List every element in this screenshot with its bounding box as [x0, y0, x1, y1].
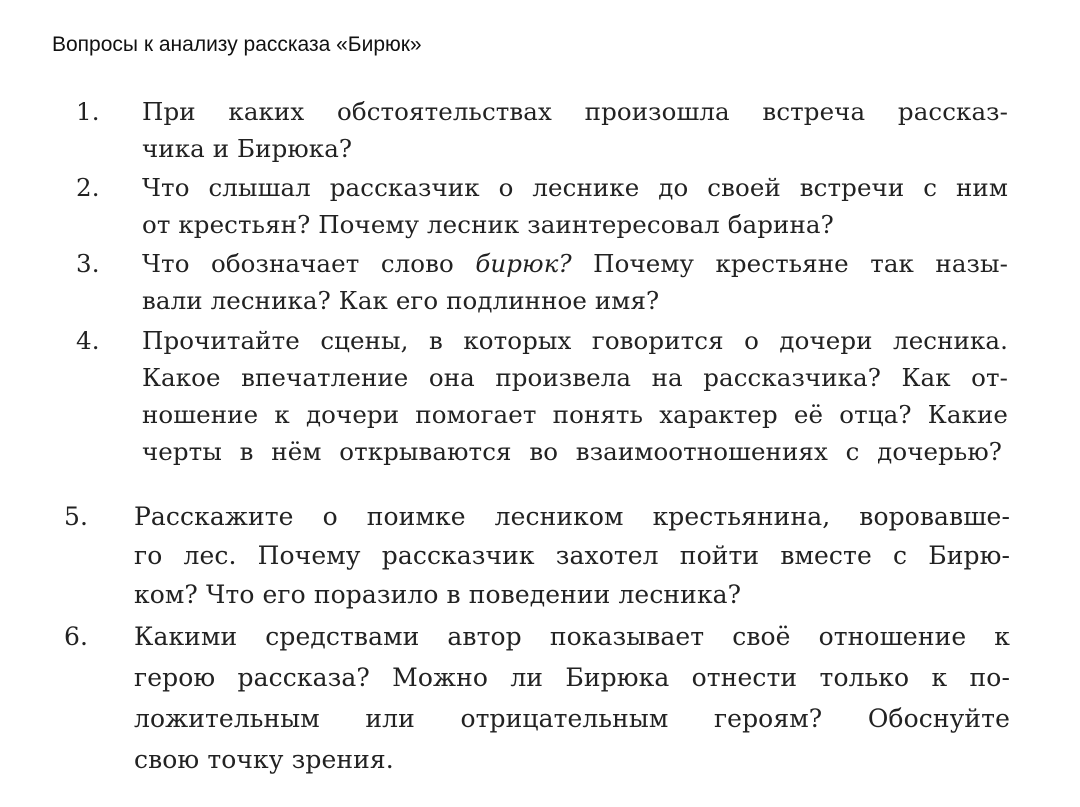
question-text-line: герою рассказа? Можно ли Бирюка отнести только к по-	[134, 663, 1010, 692]
question-text-line: Расскажите о поимке лесником крестьянина, воровавше-	[134, 502, 1010, 531]
question-text-line: вали лесника? Как его подлинное имя?	[142, 286, 660, 315]
question-1	[0, 93, 1080, 173]
question-text-line: черты в нём открываются во взаимоотношениях с дочерью?	[142, 437, 1002, 466]
question-number: 2.	[76, 173, 100, 202]
question-3	[0, 245, 1080, 325]
question-text-line	[142, 245, 1008, 283]
question-number: 5.	[64, 502, 89, 531]
question-text-segment: Почему крестьяне так назы-	[571, 249, 1008, 278]
question-text-line: При каких обстоятельствах произошла встреча рассказ-	[142, 97, 1008, 126]
question-text-line: ложительным или отрицательным героям? Обоснуйте	[134, 704, 1010, 733]
question-text-line: ком? Что его поразило в поведении лесника?	[134, 580, 742, 609]
question-text-line: свою точку зрения.	[134, 745, 394, 774]
question-text-line: Что слышал рассказчик о леснике до своей встречи с ним	[142, 173, 1008, 202]
question-number: 1.	[76, 97, 100, 126]
question-4	[0, 322, 1080, 482]
question-text-italic: бирюк?	[475, 249, 572, 278]
question-5	[0, 497, 1080, 617]
question-text-segment: Что обозначает слово	[142, 249, 476, 278]
question-text-line: ношение к дочери помогает понять характер её отца? Какие	[142, 400, 1008, 429]
question-number: 3.	[76, 249, 100, 278]
question-text-line: Прочитайте сцены, в которых говорится о дочери лесника.	[142, 326, 1008, 355]
question-2	[0, 169, 1080, 249]
question-text-line: чика и Бирюка?	[142, 134, 353, 163]
question-number: 4.	[76, 326, 100, 355]
question-text-line: от крестьян? Почему лесник заинтересовал барина?	[142, 210, 834, 239]
page-title: Вопросы к анализу рассказа «Бирюк»	[52, 33, 422, 56]
question-6	[0, 617, 1080, 782]
question-text-line: Какими средствами автор показывает своё отношение к	[134, 622, 1010, 651]
question-number: 6.	[64, 622, 89, 651]
question-text-line: го лес. Почему рассказчик захотел пойти вместе с Бирю-	[134, 541, 1010, 570]
question-text-line: Какое впечатление она произвела на рассказчика? Как от-	[142, 363, 1008, 392]
